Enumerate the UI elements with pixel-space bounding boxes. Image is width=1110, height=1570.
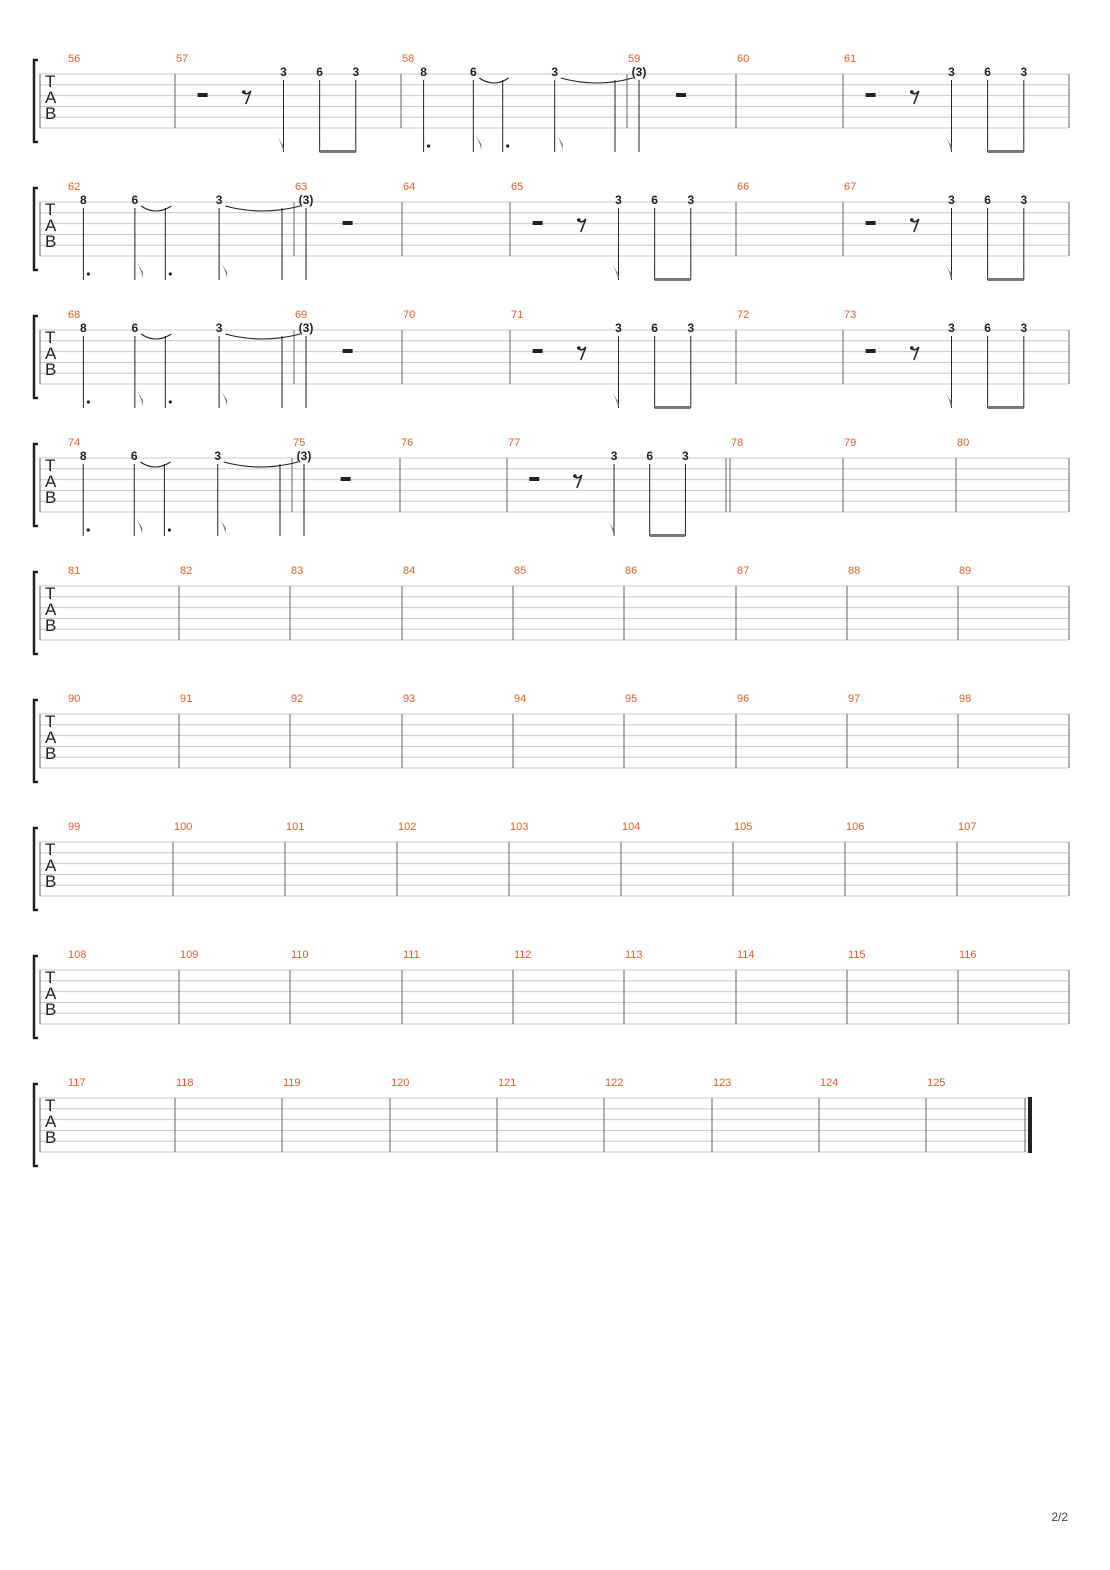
half-rest bbox=[343, 349, 353, 353]
measure-number: 122 bbox=[605, 1077, 624, 1089]
measure-number: 101 bbox=[286, 821, 305, 833]
measure-number: 59 bbox=[628, 53, 641, 65]
tab-clef-letter: A bbox=[45, 1112, 57, 1131]
measure-number: 85 bbox=[514, 565, 527, 577]
measure-number: 74 bbox=[68, 437, 81, 449]
measure-number: 96 bbox=[737, 693, 750, 705]
measure-number: 86 bbox=[625, 565, 638, 577]
system-bracket bbox=[34, 1084, 38, 1166]
fret-number: 6 bbox=[651, 193, 658, 207]
measure-number: 99 bbox=[68, 821, 81, 833]
measure-number: 65 bbox=[511, 181, 524, 193]
fret-number: 3 bbox=[280, 65, 287, 79]
fret-number: 6 bbox=[984, 321, 991, 335]
half-rest bbox=[529, 477, 539, 481]
measure-number: 98 bbox=[959, 693, 972, 705]
measure-number: 115 bbox=[848, 949, 866, 961]
measure-number: 62 bbox=[68, 181, 81, 193]
half-rest bbox=[198, 93, 208, 97]
tab-clef-letter: A bbox=[45, 216, 57, 235]
note-flag bbox=[608, 258, 618, 280]
half-rest bbox=[866, 349, 876, 353]
fret-number: 3 bbox=[615, 193, 622, 207]
eighth-rest-dot bbox=[242, 90, 246, 94]
half-rest bbox=[866, 93, 876, 97]
measure-number: 57 bbox=[176, 53, 189, 65]
fret-number: 3 bbox=[1020, 321, 1028, 335]
measure-number: 82 bbox=[180, 565, 193, 577]
tab-clef-letter: A bbox=[45, 856, 57, 875]
page-number: 2/2 bbox=[1051, 1510, 1068, 1524]
tab-clef-letter: A bbox=[45, 984, 57, 1003]
tab-clef-letter: B bbox=[45, 616, 57, 635]
system-bracket bbox=[34, 828, 38, 910]
measure-number: 103 bbox=[510, 821, 529, 833]
duration-dot bbox=[87, 272, 90, 275]
measure-number: 112 bbox=[514, 949, 532, 961]
fret-number: (3) bbox=[298, 321, 314, 335]
system-bracket bbox=[34, 444, 38, 526]
measure-number: 73 bbox=[844, 309, 857, 321]
fret-number: 8 bbox=[80, 193, 87, 207]
half-rest bbox=[533, 349, 543, 353]
fret-number: 8 bbox=[420, 65, 427, 79]
measure-number: 56 bbox=[68, 53, 81, 65]
tie bbox=[224, 462, 298, 467]
system-bracket bbox=[34, 956, 38, 1038]
duration-dot bbox=[87, 400, 90, 403]
note-beam bbox=[988, 278, 1024, 281]
fret-number: 3 bbox=[214, 449, 222, 463]
tab-system bbox=[34, 821, 1069, 910]
fret-number: 6 bbox=[131, 321, 139, 335]
measure-number: 69 bbox=[295, 309, 308, 321]
tie bbox=[225, 206, 300, 211]
measure-number: 89 bbox=[959, 565, 972, 577]
tie bbox=[141, 206, 171, 211]
measure-number: 118 bbox=[176, 1077, 194, 1089]
tab-clef-letter: A bbox=[45, 728, 57, 747]
fret-number: 3 bbox=[215, 321, 223, 335]
note-flag bbox=[941, 130, 951, 152]
tab-system bbox=[34, 949, 1069, 1038]
eighth-rest-dot bbox=[577, 346, 581, 350]
measure-number: 94 bbox=[514, 693, 527, 705]
tab-clef-letter: B bbox=[45, 1000, 57, 1019]
measure-number: 88 bbox=[848, 565, 861, 577]
tie bbox=[225, 334, 300, 339]
half-rest bbox=[343, 221, 353, 225]
tab-clef-letter: T bbox=[45, 968, 56, 987]
note-flag bbox=[941, 386, 951, 408]
fret-number: (3) bbox=[631, 65, 647, 79]
half-rest bbox=[341, 477, 351, 481]
tie bbox=[479, 78, 508, 83]
tab-clef-letter: B bbox=[45, 872, 57, 891]
fret-number: 6 bbox=[131, 193, 139, 207]
note-flag bbox=[941, 258, 951, 280]
measure-number: 108 bbox=[68, 949, 87, 961]
eighth-rest-dot bbox=[910, 346, 914, 350]
fret-number: (3) bbox=[298, 193, 314, 207]
tab-system bbox=[34, 1077, 1032, 1166]
tab-clef-letter: A bbox=[45, 600, 57, 619]
fret-number: 6 bbox=[984, 65, 991, 79]
measure-number: 109 bbox=[180, 949, 199, 961]
measure-number: 72 bbox=[737, 309, 750, 321]
tab-clef-letter: A bbox=[45, 344, 57, 363]
measure-number: 95 bbox=[625, 693, 638, 705]
duration-dot bbox=[506, 144, 509, 147]
measure-number: 68 bbox=[68, 309, 81, 321]
measure-number: 116 bbox=[959, 949, 977, 961]
fret-number: 3 bbox=[948, 65, 955, 79]
measure-number: 90 bbox=[68, 693, 81, 705]
measure-number: 106 bbox=[846, 821, 865, 833]
fret-number: 8 bbox=[79, 449, 87, 463]
tab-clef-letter: B bbox=[45, 744, 57, 763]
measure-number: 66 bbox=[737, 181, 750, 193]
fret-number: 6 bbox=[651, 321, 658, 335]
measure-number: 63 bbox=[295, 181, 308, 193]
tab-system bbox=[34, 181, 1069, 281]
note-beam bbox=[650, 534, 686, 537]
note-beam bbox=[988, 150, 1024, 153]
duration-dot bbox=[168, 528, 171, 531]
measure-number: 120 bbox=[391, 1077, 410, 1089]
note-flag bbox=[273, 130, 283, 152]
half-rest bbox=[533, 221, 543, 225]
measure-number: 87 bbox=[737, 565, 750, 577]
fret-number: 3 bbox=[1020, 193, 1028, 207]
measure-number: 125 bbox=[927, 1077, 946, 1089]
fret-number: 6 bbox=[984, 193, 991, 207]
measure-number: 58 bbox=[402, 53, 415, 65]
tab-clef-letter: A bbox=[45, 472, 57, 491]
measure-number: 60 bbox=[737, 53, 750, 65]
fret-number: 3 bbox=[682, 449, 689, 463]
tab-system bbox=[34, 309, 1069, 409]
half-rest bbox=[866, 221, 876, 225]
fret-number: 3 bbox=[687, 193, 695, 207]
tab-clef-letter: B bbox=[45, 232, 57, 251]
fret-number: 3 bbox=[610, 449, 618, 463]
measure-number: 70 bbox=[403, 309, 416, 321]
fret-number: 3 bbox=[551, 65, 559, 79]
fret-number: 3 bbox=[615, 321, 622, 335]
measure-number: 92 bbox=[291, 693, 304, 705]
measure-number: 105 bbox=[734, 821, 753, 833]
measure-number: 80 bbox=[957, 437, 970, 449]
tab-clef-letter: T bbox=[45, 456, 56, 475]
fret-number: 6 bbox=[316, 65, 323, 79]
duration-dot bbox=[87, 528, 90, 531]
tab-clef-letter: A bbox=[45, 88, 57, 107]
measure-number: 97 bbox=[848, 693, 861, 705]
tab-system bbox=[34, 53, 1069, 153]
tie bbox=[141, 334, 171, 339]
system-bracket bbox=[34, 188, 38, 270]
measure-number: 75 bbox=[293, 437, 306, 449]
duration-dot bbox=[169, 400, 172, 403]
fret-number: 6 bbox=[130, 449, 138, 463]
tab-clef-letter: T bbox=[45, 840, 56, 859]
fret-number: 3 bbox=[687, 321, 695, 335]
measure-number: 121 bbox=[498, 1077, 517, 1089]
note-beam bbox=[988, 406, 1024, 409]
system-bracket bbox=[34, 700, 38, 782]
measure-number: 71 bbox=[511, 309, 524, 321]
measure-number: 78 bbox=[731, 437, 744, 449]
half-rest bbox=[676, 93, 686, 97]
measure-number: 83 bbox=[291, 565, 304, 577]
measure-number: 77 bbox=[508, 437, 521, 449]
measure-number: 81 bbox=[68, 565, 81, 577]
fret-number: 6 bbox=[469, 65, 477, 79]
measure-number: 124 bbox=[820, 1077, 839, 1089]
system-bracket bbox=[34, 60, 38, 142]
measure-number: 84 bbox=[403, 565, 416, 577]
tab-clef-letter: B bbox=[45, 360, 57, 379]
duration-dot bbox=[427, 144, 430, 147]
fret-number: 3 bbox=[352, 65, 360, 79]
system-bracket bbox=[34, 572, 38, 654]
eighth-rest-dot bbox=[910, 218, 914, 222]
tab-clef-letter: T bbox=[45, 712, 56, 731]
note-beam bbox=[655, 406, 691, 409]
fret-number: 3 bbox=[948, 321, 955, 335]
note-beam bbox=[320, 150, 356, 153]
system-bracket bbox=[34, 316, 38, 398]
measure-number: 113 bbox=[625, 949, 643, 961]
note-flag bbox=[608, 386, 618, 408]
measure-number: 107 bbox=[958, 821, 977, 833]
duration-dot bbox=[169, 272, 172, 275]
fret-number: (3) bbox=[296, 449, 312, 463]
note-flag bbox=[604, 514, 614, 536]
eighth-rest-dot bbox=[577, 218, 581, 222]
measure-number: 67 bbox=[844, 181, 857, 193]
tab-clef-letter: T bbox=[45, 200, 56, 219]
measure-number: 104 bbox=[622, 821, 641, 833]
tab-clef-letter: B bbox=[45, 104, 57, 123]
measure-number: 64 bbox=[403, 181, 416, 193]
measure-number: 100 bbox=[174, 821, 193, 833]
measure-number: 119 bbox=[283, 1077, 301, 1089]
tab-clef-letter: T bbox=[45, 1096, 56, 1115]
tab-system bbox=[34, 693, 1069, 782]
measure-number: 102 bbox=[398, 821, 417, 833]
fret-number: 3 bbox=[1020, 65, 1028, 79]
measure-number: 79 bbox=[844, 437, 857, 449]
measure-number: 114 bbox=[737, 949, 755, 961]
fret-number: 3 bbox=[948, 193, 955, 207]
measure-number: 110 bbox=[291, 949, 309, 961]
tab-clef-letter: T bbox=[45, 328, 56, 347]
measure-number: 91 bbox=[180, 693, 193, 705]
eighth-rest-dot bbox=[573, 474, 577, 478]
measure-number: 93 bbox=[403, 693, 416, 705]
tab-clef-letter: T bbox=[45, 584, 56, 603]
measure-number: 76 bbox=[401, 437, 414, 449]
note-beam bbox=[655, 278, 691, 281]
tab-clef-letter: B bbox=[45, 1128, 57, 1147]
fret-number: 8 bbox=[80, 321, 87, 335]
measure-number: 111 bbox=[403, 949, 420, 961]
measure-number: 117 bbox=[68, 1077, 86, 1089]
measure-number: 123 bbox=[713, 1077, 732, 1089]
tab-system bbox=[34, 437, 1069, 537]
tab-clef-letter: B bbox=[45, 488, 57, 507]
tie bbox=[140, 462, 170, 467]
tie bbox=[561, 78, 633, 83]
measure-number: 61 bbox=[844, 53, 857, 65]
fret-number: 3 bbox=[215, 193, 223, 207]
tab-system bbox=[34, 565, 1069, 654]
fret-number: 6 bbox=[646, 449, 654, 463]
eighth-rest-dot bbox=[910, 90, 914, 94]
final-thick-barline bbox=[1028, 1097, 1032, 1153]
tab-clef-letter: T bbox=[45, 72, 56, 91]
